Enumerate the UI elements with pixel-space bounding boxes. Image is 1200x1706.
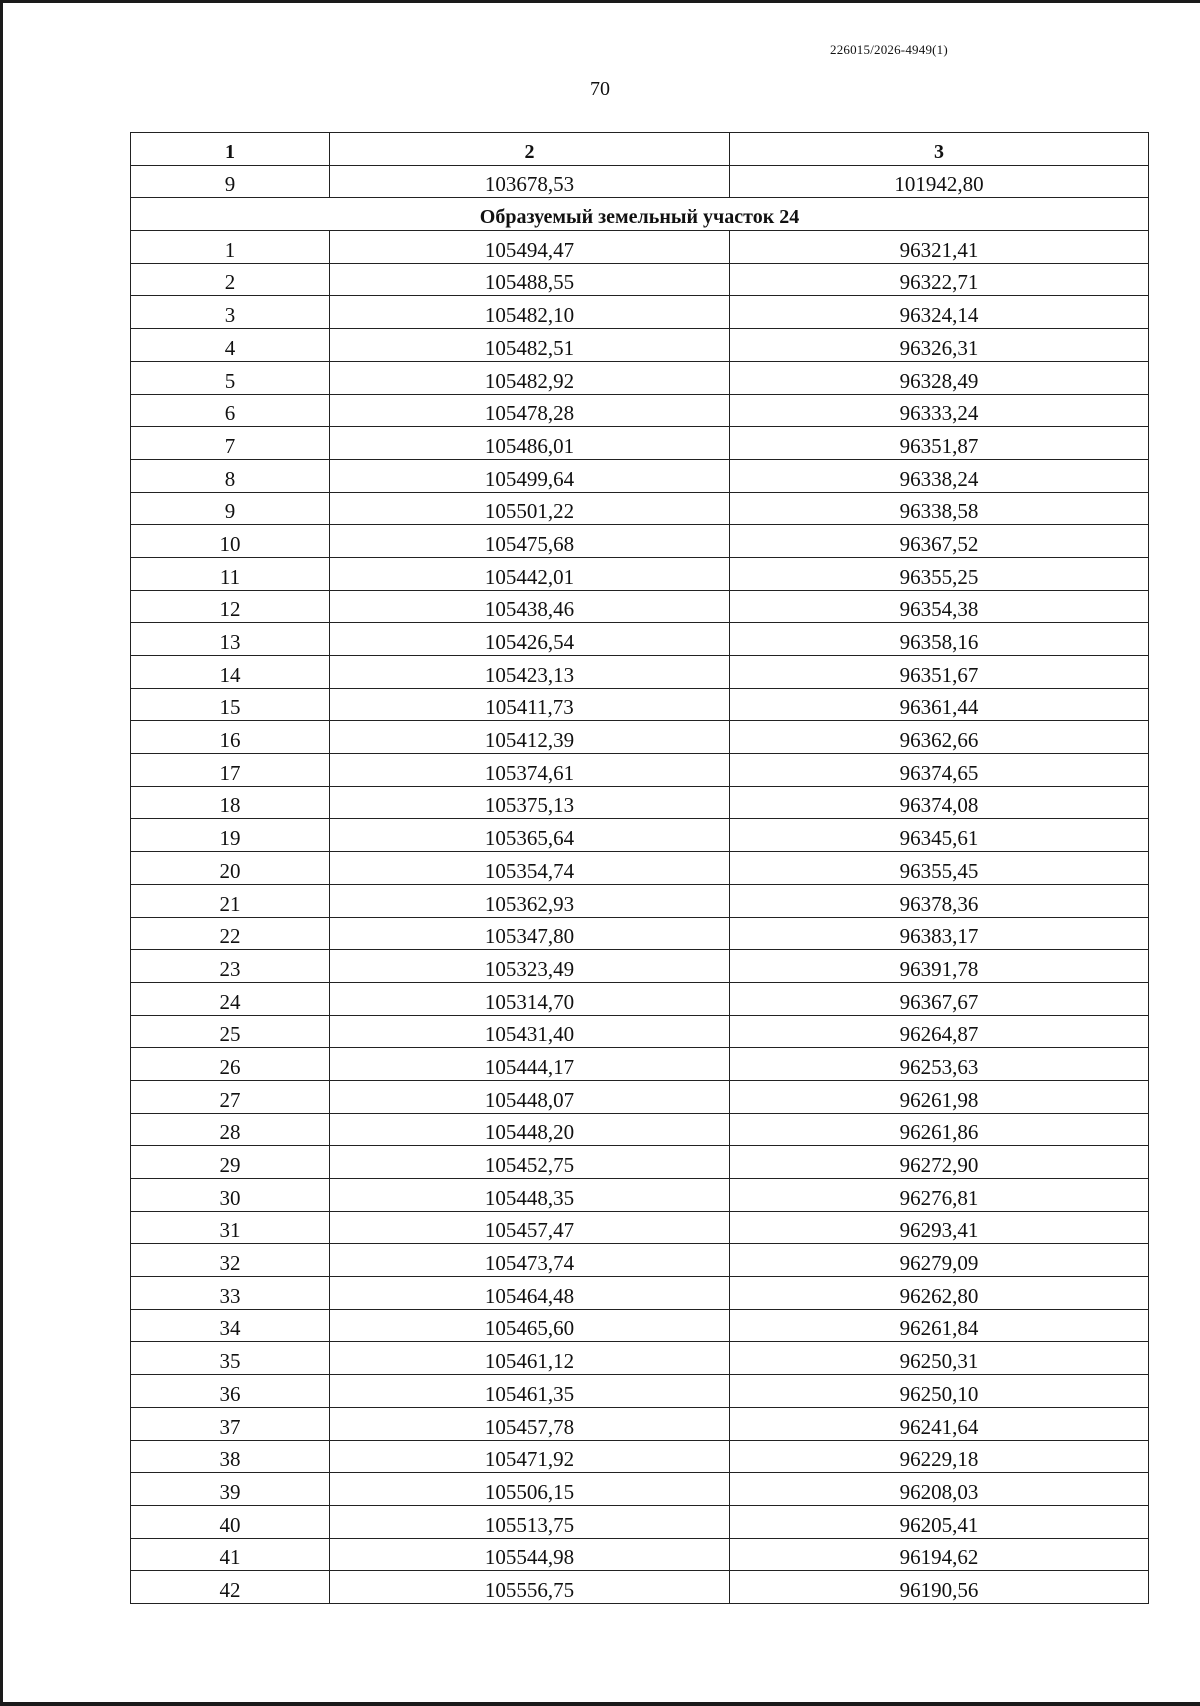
point-number: 22 [131, 917, 330, 950]
coordinate-y: 96261,84 [730, 1309, 1149, 1342]
coordinate-x: 105471,92 [330, 1440, 730, 1473]
point-number: 7 [131, 427, 330, 460]
coordinate-y: 96194,62 [730, 1538, 1149, 1571]
coordinate-y: 96391,78 [730, 950, 1149, 983]
coordinate-x: 105482,92 [330, 361, 730, 394]
coordinate-y: 96321,41 [730, 231, 1149, 264]
header-row [131, 133, 1149, 166]
point-number: 9 [131, 492, 330, 525]
coordinate-y: 96253,63 [730, 1048, 1149, 1081]
table-row [131, 1113, 1149, 1146]
point-number: 20 [131, 852, 330, 885]
document-id: 226015/2026-4949(1) [830, 42, 948, 57]
table-header [131, 133, 1149, 166]
point-number: 23 [131, 950, 330, 983]
coordinate-x: 105494,47 [330, 231, 730, 264]
table-row [131, 1179, 1149, 1212]
coordinate-y: 96358,16 [730, 623, 1149, 656]
table-row [131, 329, 1149, 362]
coordinate-y: 96374,65 [730, 754, 1149, 787]
point-number: 34 [131, 1309, 330, 1342]
scan-border-bottom [0, 1702, 1200, 1706]
page-number: 70 [590, 78, 610, 100]
coordinate-x: 105452,75 [330, 1146, 730, 1179]
coordinate-x: 105423,13 [330, 656, 730, 689]
table-row [131, 1538, 1149, 1571]
coordinate-y: 96338,58 [730, 492, 1149, 525]
table-row [131, 1375, 1149, 1408]
coordinate-y: 96276,81 [730, 1179, 1149, 1212]
coordinate-x: 105457,47 [330, 1211, 730, 1244]
point-number: 35 [131, 1342, 330, 1375]
coordinate-x: 105314,70 [330, 982, 730, 1015]
point-number: 14 [131, 656, 330, 689]
point-number: 41 [131, 1538, 330, 1571]
coordinate-y: 96378,36 [730, 884, 1149, 917]
coordinate-x: 105448,35 [330, 1179, 730, 1212]
coordinate-x: 105556,75 [330, 1571, 730, 1604]
table-row [131, 394, 1149, 427]
coordinate-x: 105499,64 [330, 459, 730, 492]
coordinate-x: 105501,22 [330, 492, 730, 525]
coordinate-x: 105442,01 [330, 557, 730, 590]
table-row [131, 459, 1149, 492]
coordinate-y: 96208,03 [730, 1473, 1149, 1506]
coordinate-y: 96355,45 [730, 852, 1149, 885]
table-row [131, 786, 1149, 819]
point-number: 17 [131, 754, 330, 787]
table-row [131, 982, 1149, 1015]
table-row [131, 1146, 1149, 1179]
column-header-2: 2 [330, 133, 730, 166]
point-number: 37 [131, 1407, 330, 1440]
point-number: 5 [131, 361, 330, 394]
table-row [131, 1015, 1149, 1048]
table-row [131, 721, 1149, 754]
table-row [131, 1505, 1149, 1538]
coordinate-x: 105473,74 [330, 1244, 730, 1277]
coordinate-x: 105354,74 [330, 852, 730, 885]
coordinate-x: 105465,60 [330, 1309, 730, 1342]
point-number: 29 [131, 1146, 330, 1179]
point-number: 8 [131, 459, 330, 492]
coordinate-y: 96262,80 [730, 1277, 1149, 1310]
coordinate-y: 96190,56 [730, 1571, 1149, 1604]
point-number: 39 [131, 1473, 330, 1506]
coordinate-x: 105457,78 [330, 1407, 730, 1440]
coordinate-y: 96250,31 [730, 1342, 1149, 1375]
coordinate-y: 96279,09 [730, 1244, 1149, 1277]
column-header-3: 3 [730, 133, 1149, 166]
point-number: 11 [131, 557, 330, 590]
table-row [131, 852, 1149, 885]
coordinate-x: 105438,46 [330, 590, 730, 623]
coordinate-y: 96345,61 [730, 819, 1149, 852]
coordinate-y: 96367,52 [730, 525, 1149, 558]
point-number: 21 [131, 884, 330, 917]
point-number: 6 [131, 394, 330, 427]
point-number: 3 [131, 296, 330, 329]
coordinate-y: 96338,24 [730, 459, 1149, 492]
carry-over-row [131, 165, 1149, 198]
table-row [131, 819, 1149, 852]
coordinate-x: 105365,64 [330, 819, 730, 852]
table-row [131, 1440, 1149, 1473]
table-row [131, 296, 1149, 329]
coordinate-x: 105544,98 [330, 1538, 730, 1571]
point-number: 13 [131, 623, 330, 656]
coordinate-y: 96293,41 [730, 1211, 1149, 1244]
point-number: 1 [131, 231, 330, 264]
table-row [131, 1407, 1149, 1440]
table-body [131, 165, 1149, 1603]
table-row [131, 263, 1149, 296]
coordinate-x: 105444,17 [330, 1048, 730, 1081]
coordinate-x: 105375,13 [330, 786, 730, 819]
table-row [131, 1244, 1149, 1277]
table-row [131, 361, 1149, 394]
coordinate-x: 105448,20 [330, 1113, 730, 1146]
table-row [131, 1473, 1149, 1506]
table-row [131, 525, 1149, 558]
coordinate-x: 105461,12 [330, 1342, 730, 1375]
section-title: Образуемый земельный участок 24 [131, 198, 1149, 231]
scan-border-left [0, 0, 3, 1706]
coordinate-y: 96333,24 [730, 394, 1149, 427]
column-header-1: 1 [131, 133, 330, 166]
coordinate-x: 105347,80 [330, 917, 730, 950]
coordinate-y: 96351,67 [730, 656, 1149, 689]
coordinate-x: 105464,48 [330, 1277, 730, 1310]
coordinate-y: 96241,64 [730, 1407, 1149, 1440]
table-row [131, 623, 1149, 656]
table-row [131, 1342, 1149, 1375]
table-row [131, 1571, 1149, 1604]
point-number: 27 [131, 1080, 330, 1113]
table-row [131, 917, 1149, 950]
point-number: 40 [131, 1505, 330, 1538]
coordinate-y: 101942,80 [730, 165, 1149, 198]
section-row [131, 198, 1149, 231]
coordinate-x: 105478,28 [330, 394, 730, 427]
point-number: 16 [131, 721, 330, 754]
point-number: 12 [131, 590, 330, 623]
point-number: 10 [131, 525, 330, 558]
point-number: 30 [131, 1179, 330, 1212]
table-row [131, 1080, 1149, 1113]
coordinate-y: 96324,14 [730, 296, 1149, 329]
coordinate-y: 96355,25 [730, 557, 1149, 590]
point-number: 19 [131, 819, 330, 852]
point-number: 2 [131, 263, 330, 296]
table-row [131, 557, 1149, 590]
point-number: 15 [131, 688, 330, 721]
coordinate-y: 96367,67 [730, 982, 1149, 1015]
coordinate-x: 105426,54 [330, 623, 730, 656]
table-row [131, 754, 1149, 787]
coordinate-x: 105323,49 [330, 950, 730, 983]
coordinate-y: 96362,66 [730, 721, 1149, 754]
coordinate-y: 96383,17 [730, 917, 1149, 950]
coordinate-x: 103678,53 [330, 165, 730, 198]
point-number: 32 [131, 1244, 330, 1277]
point-number: 36 [131, 1375, 330, 1408]
coordinate-y: 96328,49 [730, 361, 1149, 394]
coordinate-y: 96264,87 [730, 1015, 1149, 1048]
point-number: 38 [131, 1440, 330, 1473]
point-number: 33 [131, 1277, 330, 1310]
table-row [131, 1211, 1149, 1244]
coordinate-x: 105411,73 [330, 688, 730, 721]
coordinate-y: 96250,10 [730, 1375, 1149, 1408]
table-row [131, 950, 1149, 983]
coordinate-x: 105488,55 [330, 263, 730, 296]
coordinate-y: 96354,38 [730, 590, 1149, 623]
coordinate-x: 105461,35 [330, 1375, 730, 1408]
coordinate-y: 96361,44 [730, 688, 1149, 721]
coordinate-x: 105475,68 [330, 525, 730, 558]
table-row [131, 688, 1149, 721]
table-row [131, 427, 1149, 460]
table-row [131, 590, 1149, 623]
point-number: 28 [131, 1113, 330, 1146]
point-number: 42 [131, 1571, 330, 1604]
coordinate-x: 105374,61 [330, 754, 730, 787]
coordinate-x: 105431,40 [330, 1015, 730, 1048]
point-number: 25 [131, 1015, 330, 1048]
point-number: 31 [131, 1211, 330, 1244]
coordinate-y: 96326,31 [730, 329, 1149, 362]
coordinate-y: 96229,18 [730, 1440, 1149, 1473]
coordinate-y: 96261,98 [730, 1080, 1149, 1113]
coordinate-x: 105506,15 [330, 1473, 730, 1506]
point-number: 4 [131, 329, 330, 362]
point-number: 24 [131, 982, 330, 1015]
table-row [131, 1309, 1149, 1342]
coordinate-x: 105486,01 [330, 427, 730, 460]
coordinate-y: 96272,90 [730, 1146, 1149, 1179]
coordinate-x: 105482,51 [330, 329, 730, 362]
point-number: 9 [131, 165, 330, 198]
table-row [131, 884, 1149, 917]
table-row [131, 492, 1149, 525]
point-number: 26 [131, 1048, 330, 1081]
table-row [131, 231, 1149, 264]
coordinate-x: 105412,39 [330, 721, 730, 754]
table-row [131, 656, 1149, 689]
coordinate-x: 105362,93 [330, 884, 730, 917]
coordinates-table [130, 132, 1149, 1604]
coordinate-y: 96261,86 [730, 1113, 1149, 1146]
scan-border-top [0, 0, 1200, 3]
coordinate-y: 96322,71 [730, 263, 1149, 296]
coordinate-x: 105513,75 [330, 1505, 730, 1538]
coordinate-y: 96351,87 [730, 427, 1149, 460]
table-row [131, 1277, 1149, 1310]
coordinate-y: 96205,41 [730, 1505, 1149, 1538]
point-number: 18 [131, 786, 330, 819]
coordinate-x: 105482,10 [330, 296, 730, 329]
table-row [131, 1048, 1149, 1081]
coordinate-x: 105448,07 [330, 1080, 730, 1113]
coordinate-y: 96374,08 [730, 786, 1149, 819]
